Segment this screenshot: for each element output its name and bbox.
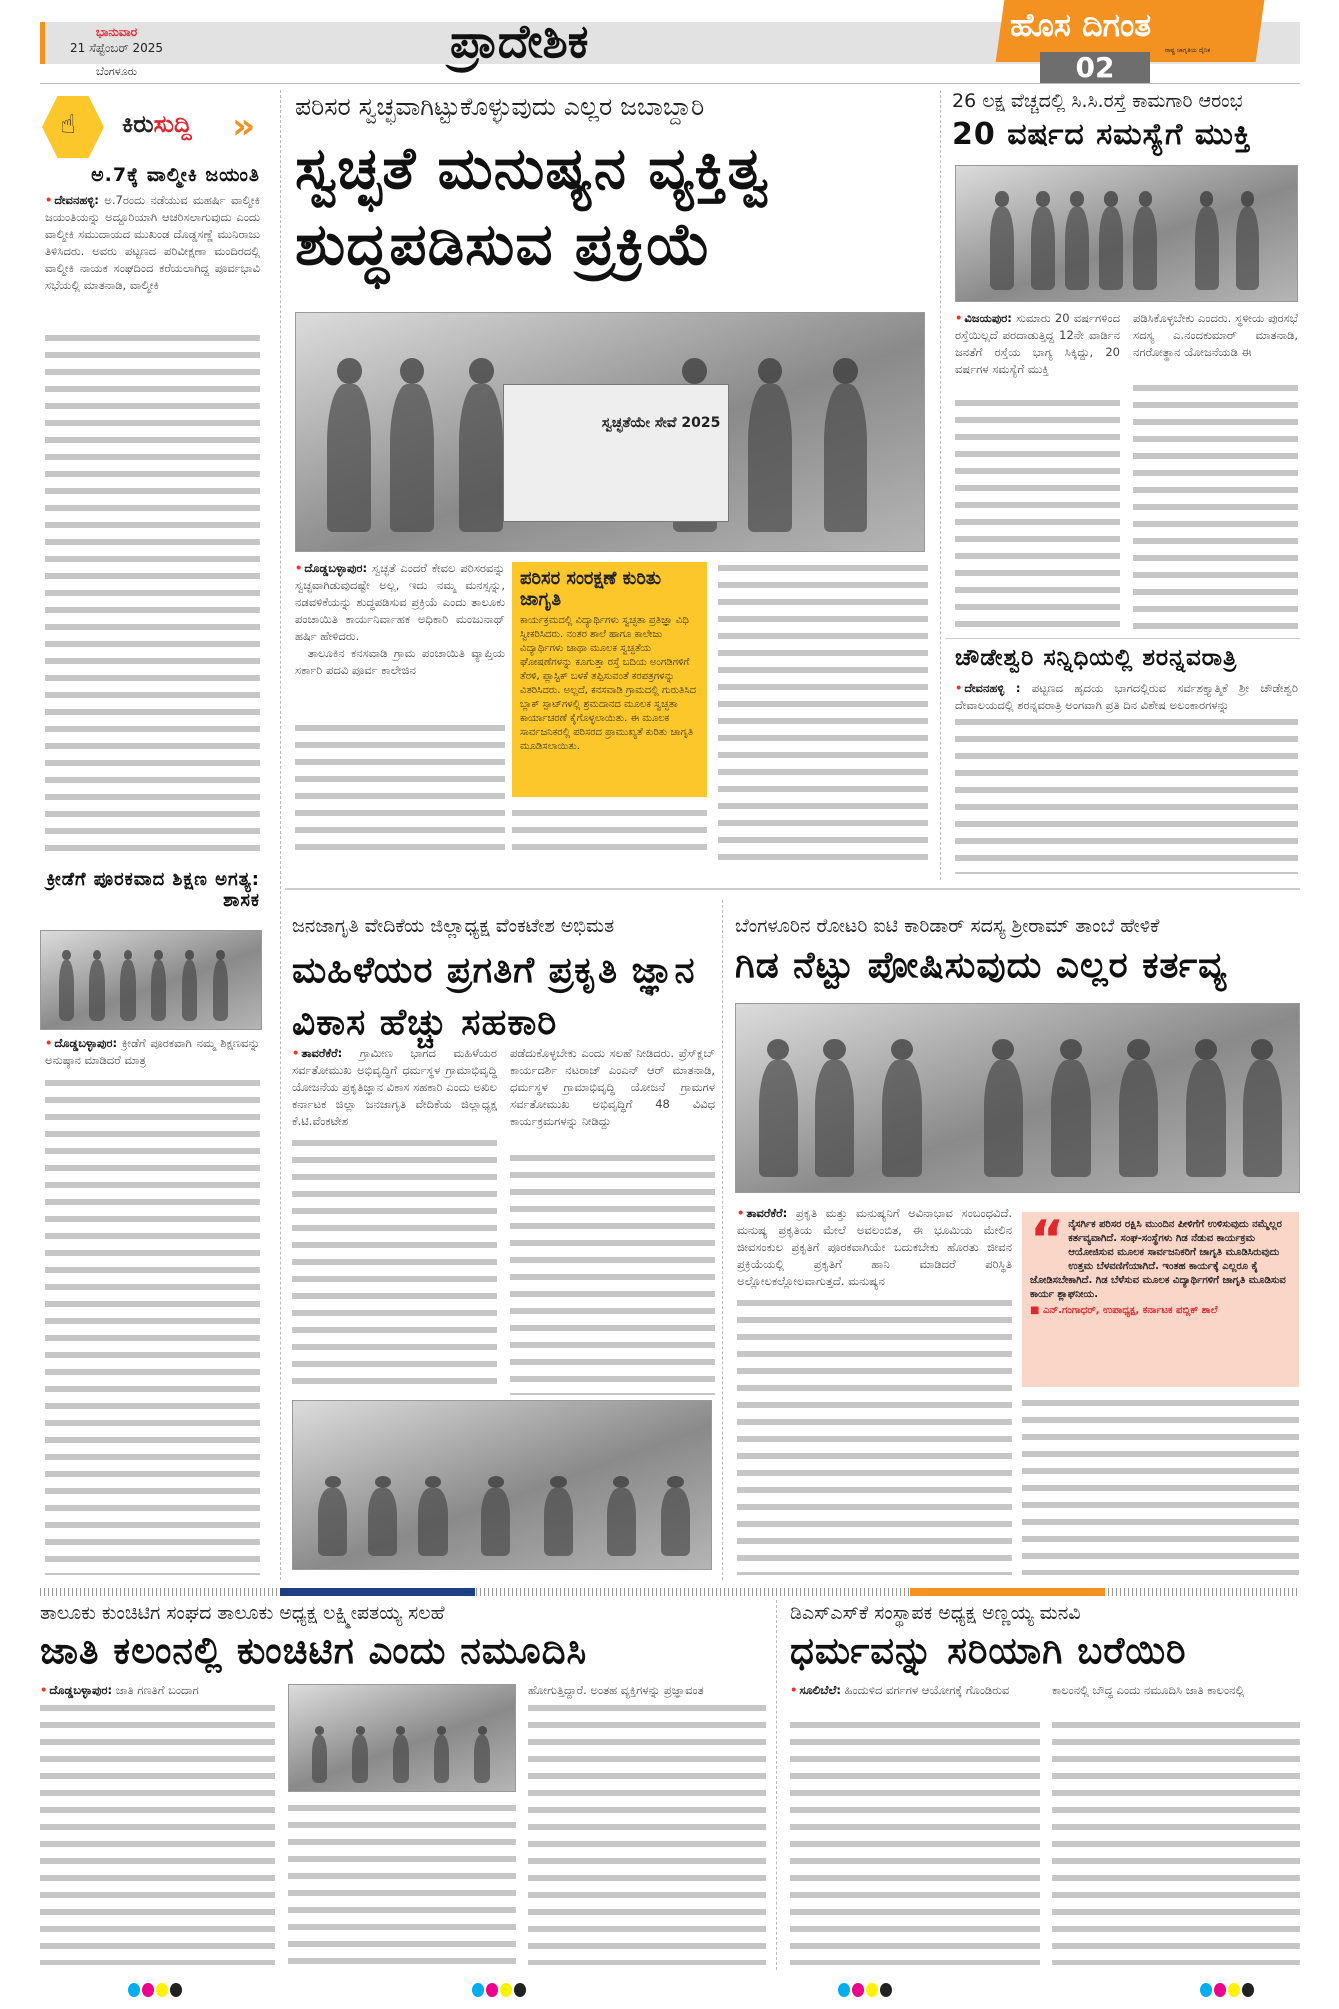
body-text <box>718 560 928 860</box>
quote-text: ನೈಸರ್ಗಿಕ ಪರಿಸರ ರಕ್ಷಿಸಿ ಮುಂದಿನ ಪೀಳಿಗೆಗೆ ಉಳಿಸುವುದು ನಮ್ಮೆಲ್ಲರ ಕರ್ತವ್ಯವಾಗಿದೆ. ಸಂಘ-ಸಂಸ್ಥೆಗಳು ಗಿಡ ನೆಡುವ ಕಾರ್ಯಕ್ರಮ ಆಯೋಜಿಸುವ ಮೂಲಕ ಸಾರ್ವಜನಿಕರಿಗೆ ಜಾಗೃತಿ ಮೂಡಿಸಿರುವುದು ಉತ್ತಮ ಬೆಳವಣಿಗೆಯಾಗಿದೆ. ಇಂತಹ ಕಾರ್ಯಕ್ಕೆ ಎಲ್ಲರೂ ಕೈ ಜೋಡಿಸಬೇಕಾಗಿದೆ. ಗಿಡ ಬೆಳೆಸುವ ಮೂಲಕ ವಿದ್ಯಾರ್ಥಿಗಳಿಗೆ ಜಾಗೃತಿ ಮೂಡಿಸುವ ಕಾರ್ಯ ಶ್ಲಾಘನೀಯ. <box>1030 1219 1286 1300</box>
quote-box <box>1022 1212 1299 1387</box>
orange-bar <box>910 1588 1105 1596</box>
body-text <box>737 1295 1012 1575</box>
body-text <box>45 1075 260 1575</box>
body-text <box>45 330 260 855</box>
header-rule <box>40 83 1300 84</box>
body-text <box>295 720 505 860</box>
registration-marks <box>128 1983 182 1997</box>
dateline: • ದೊಡ್ಡಬಳ್ಳಾಪುರ: <box>295 561 367 575</box>
sports-body <box>45 1035 260 1069</box>
caste-headline: ಜಾತಿ ಕಲಂನಲ್ಲಿ ಕುಂಚಿಟಿಗ ಎಂದು ನಮೂದಿಸಿ <box>40 1629 588 1672</box>
dateline: • ದೊಡ್ಡಬಳ್ಳಾಪುರ: <box>40 1683 112 1697</box>
story-text: ಗ್ರಾಮೀಣ ಭಾಗದ ಮಹಿಳೆಯರ ಸರ್ವತೋಮುಖ ಅಭಿವೃದ್ಧಿಗೆ ಧರ್ಮಸ್ಥಳ ಗ್ರಾಮಾಭಿವೃದ್ಧಿ ಯೋಜನೆಯ ಪ್ರಕೃತಿಜ್ಞಾನ ವಿಕಾಸ ಸಹಕಾರಿ ಎಂದು ಅಖಿಲ ಕರ್ನಾಟಕ ಜಿಲ್ಲಾ ಜನಜಾಗೃತಿ ವೇದಿಕೆಯ ಜಿಲ್ಲಾಧ್ಯಕ್ಷ ಕೆ.ಟಿ.ವೆಂಕಟೇಶ <box>292 1046 497 1128</box>
trees-headline: ಗಿಡ ನೆಟ್ಟು ಪೋಷಿಸುವುದು ಎಲ್ಲರ ಕರ್ತವ್ಯ <box>735 945 1228 986</box>
trees-kicker: ಬೆಂಗಳೂರಿನ ರೋಟರಿ ಐಟಿ ಕಾರಿಡಾರ್ ಸದಸ್ಯ ಶ್ರೀರಾಮ್ ತಾಂಬೆ ಹೇಳಿಕೆ <box>735 915 1160 937</box>
sidebar-box <box>512 562 707 797</box>
dateline: • ದೇವನಹಳ್ಳಿ: <box>45 193 99 207</box>
story-text: ಸುಮಾರು 20 ವರ್ಷಗಳಿಂದ ರಸ್ತೆಯಿಲ್ಲದೆ ಪರದಾಡುತ್ತಿದ್ದ 12ನೇ ವಾರ್ಡಿನ ಜನತೆಗೆ ರಸ್ತೆಯ ಭಾಗ್ಯ ಸಿಕ್ಕಿದ್ದು, 20 ವರ್ಷಗಳ ಸಮಸ್ಯೆಗೆ ಮುಕ್ತಿ <box>955 311 1121 376</box>
story-rule <box>945 638 1300 639</box>
dateline: • ಸೂಲಿಬೆಲೆ: <box>790 1683 841 1697</box>
dateline: • ವಿಜಯಪುರ: <box>955 311 1012 325</box>
main-headline: ಸ್ವಚ್ಛತೆ ಮನುಷ್ಯನ ವ್ಯಕ್ತಿತ್ವ ಶುದ್ಧಪಡಿಸುವ ಪ್ರಕ್ರಿಯೆ <box>295 134 770 278</box>
main-body <box>295 560 505 679</box>
blue-bar <box>280 1588 475 1596</box>
story-text: ಅ.7ರಂದು ನಡೆಯುವ ಮಹರ್ಷಿ ವಾಲ್ಮೀಕಿ ಜಯಂತಿಯನ್ನು ಅದ್ದೂರಿಯಾಗಿ ಆಚರಿಸಲಾಗುವುದು ಎಂದು ವಾಲ್ಮೀಕಿ ಸಮುದಾಯದ ಮುಖಂಡ ದೊಡ್ಡಸಣ್ಣೆ ಮುನಿರಾಜು ತಿಳಿಸಿದರು. ಅವರು ಪಟ್ಟಣದ ಪರಿವೀಕ್ಷಣಾ ಮಂದಿರದಲ್ಲಿ ವಾಲ್ಮೀಕಿ ನಾಯಕ ಸಂಘದಿಂದ ಕರೆಯಲಾಗಿದ್ದ ಪೂರ್ವಭಾವಿ ಸಭೆಯಲ್ಲಿ ಮಾತನಾಡಿ, ವಾಲ್ಮೀಕಿ <box>45 193 260 292</box>
dateline: • ತಾವರೆಕೆರೆ: <box>292 1046 342 1060</box>
box-title: ಪರಿಸರ ಸಂರಕ್ಷಣೆ ಕುರಿತು ಜಾಗೃತಿ <box>520 568 662 610</box>
main-photo <box>295 312 925 552</box>
date-accent <box>40 22 45 64</box>
caste-photo <box>288 1684 516 1792</box>
column-divider <box>940 90 941 880</box>
box-text: ಕಾರ್ಯಕ್ರಮದಲ್ಲಿ ವಿದ್ಯಾರ್ಥಿಗಳು ಸ್ವಚ್ಛತಾ ಪ್ರತಿಜ್ಞಾ ವಿಧಿ ಸ್ವೀಕರಿಸಿದರು. ನಂತರ ಶಾಲೆ ಹಾಗೂ ಕಾಲೇಜು ವಿದ್ಯಾರ್ಥಿಗಳು ಜಾಥಾ ಮೂಲಕ ಸ್ವಚ್ಛತೆಯ ಘೋಷಣೆಗಳನ್ನು ಕೂಗುತ್ತಾ ರಸ್ತೆ ಬದಿಯ ಅಂಗಡಿಗಳಿಗೆ ತೆರಳಿ, ಪ್ಲಾಸ್ಟಿಕ್ ಬಳಕೆ ತಪ್ಪಿಸುವಂತೆ ಕರಪತ್ರಗಳನ್ನು ವಿತರಿಸಿದರು. ಅಲ್ಲದೆ, ಕನಸವಾಡಿ ಗ್ರಾಮದಲ್ಲಿ ಗುರುತಿಸಿದ ಬ್ಲಾಕ್ ಸ್ಪಾಟ್‌ಗಳಲ್ಲಿ ಶ್ರಮದಾನದ ಮೂಲಕ ಸ್ವಚ್ಛತಾ ಕಾರ್ಯಾಚರಣೆ ಕೈಗೊಳ್ಳಲಾಯಿತು. ಈ ಮೂಲಕ ಸಾರ್ವಜನಿಕರಲ್ಲಿ ಪರಿಸರದ ಪ್ರಾಮುಖ್ಯತೆ ಕುರಿತು ಜಾಗೃತಿ ಮೂಡಿಸಲಾಯಿತು. <box>520 615 697 752</box>
badge-label-accent: ಸುದ್ದಿ <box>153 110 192 138</box>
logo-text: ಹೊಸ ದಿಗಂತ <box>1010 6 1152 44</box>
body-text <box>292 1135 497 1395</box>
city: ಬೆಂಗಳೂರು <box>95 65 138 78</box>
page-number: 02 <box>1040 52 1150 84</box>
date-block <box>70 24 163 80</box>
road-body-col2: ಪಡಿಸಿಕೊಳ್ಳಬೇಕು ಎಂದರು. ಸ್ಥಳೀಯ ಪುರಸಭೆ ಸದಸ್ಯ ಎ.ನಂದಕುಮಾರ್ ಮಾತನಾಡಿ, ನಗರೋತ್ಥಾನ ಯೋಜನೆಯಡಿ ಈ <box>1133 311 1298 359</box>
quote-author: ■ ಎನ್.ಗಂಗಾಧರ್, ಉಪಾಧ್ಯಕ್ಷ, ಕರ್ನಾಟಕ ಪಬ್ಲಿಕ್ ಶಾಲೆ <box>1030 1305 1218 1316</box>
body-text <box>1022 1395 1299 1575</box>
striped-rule <box>40 1588 1300 1596</box>
women-body <box>292 1045 497 1130</box>
column-divider <box>280 90 281 1580</box>
dateline: • ದೊಡ್ಡಬಳ್ಳಾಪುರ: <box>45 1036 117 1050</box>
story-text: ಪಟ್ಟಣದ ಹೃದಯ ಭಾಗದಲ್ಲಿರುವ ಸರ್ವಶಕ್ತ್ಯಾತ್ಮಿಕೆ ಶ್ರೀ ಚೌಡೇಶ್ವರಿ ದೇವಾಲಯದಲ್ಲಿ ಶರನ್ನವರಾತ್ರಿ ಅಂಗವಾಗಿ ಪ್ರತಿ ದಿನ ವಿಶೇಷ ಅಲಂಕಾರಗಳನ್ನು <box>955 681 1299 712</box>
kirusuddi-badge <box>42 96 257 158</box>
body-text <box>955 714 1298 874</box>
road-photo <box>955 165 1298 302</box>
religion-body <box>790 1682 1040 1699</box>
valmiki-title: ಅ.7ಕ್ಕೆ ವಾಲ್ಮೀಕಿ ಜಯಂತಿ <box>91 164 260 186</box>
religion-headline: ಧರ್ಮವನ್ನು ಸರಿಯಾಗಿ ಬರೆಯಿರಿ <box>790 1629 1187 1672</box>
sports-photo <box>40 930 262 1030</box>
registration-marks <box>838 1983 892 1997</box>
column-divider <box>776 1600 777 1970</box>
banner-text: ಸ್ವಚ್ಛತೆಯೇ ಸೇವೆ 2025 <box>503 384 729 522</box>
women-kicker: ಜನಜಾಗೃತಿ ವೇದಿಕೆಯ ಜಿಲ್ಲಾಧ್ಯಕ್ಷ ವೆಂಕಟೇಶ ಅಭಿಮತ <box>292 915 615 937</box>
dateline: • ತಾವರೆಕೆರೆ: <box>737 1206 787 1220</box>
trees-photo <box>735 1003 1300 1193</box>
caste-kicker: ತಾಲೂಕು ಕುಂಚಿಟಿಗ ಸಂಘದ ತಾಲೂಕು ಅಧ್ಯಕ್ಷ ಲಕ್ಷ್ಮೀಪತಯ್ಯ ಸಲಹೆ <box>40 1602 445 1624</box>
story-text: ಕ್ರೀಡೆಗೆ ಪೂರಕವಾಗಿ ನಮ್ಮ ಶಿಕ್ಷಣವನ್ನು ಅನುಷ್ಠಾನ ಮಾಡಿದರೆ ಮಾತ್ರ <box>45 1036 261 1067</box>
body-text <box>288 1800 516 1965</box>
body-text <box>40 1700 275 1965</box>
body-text <box>512 805 707 860</box>
religion-body-col2: ಕಾಲಂನಲ್ಲಿ ಬೌದ್ಧ ಎಂದು ನಮೂದಿಸಿ ಜಾತಿ ಕಾಲಂನಲ್ಲಿ <box>1052 1683 1245 1697</box>
body-text <box>528 1700 766 1965</box>
navaratri-body <box>955 680 1298 714</box>
religion-kicker: ಡಿಎಸ್‌ಎಸ್‌ಕೆ ಸಂಸ್ಥಾಪಕ ಅಧ್ಯಕ್ಷ ಅಣ್ಣಯ್ಯ ಮನವಿ <box>790 1602 1081 1624</box>
section-rule <box>285 888 1300 890</box>
body-text <box>1133 380 1298 630</box>
logo-tagline: ರಾಷ್ಟ್ರ ಜಾಗೃತಿಯ ದೈನಿಕ <box>1165 47 1211 54</box>
story-text: ಸ್ವಚ್ಛತೆ ಎಂದರೆ ಕೇವಲ ಪರಿಸರವನ್ನು ಸ್ವಚ್ಛವಾಗಿಡುವುದಷ್ಟೇ ಅಲ್ಲ, ಇದು ನಮ್ಮ ಮನಸ್ಸನ್ನು, ನಡವಳಿಕೆಯನ್ನು ಶುದ್ಧಪಡಿಸುವ ಪ್ರಕ್ರಿಯೆ ಎಂದು ತಾಲೂಕು ಪಂಚಾಯಿತಿ ಕಾರ್ಯನಿರ್ವಾಹಕ ಅಧಿಕಾರಿ ಮಂಜುನಾಥ್ ಹರ್ಷಿ ಹೇಳಿದರು. <box>295 561 505 643</box>
caste-body <box>40 1682 275 1699</box>
trees-body <box>737 1205 1012 1290</box>
chevron-icon: » <box>232 106 256 147</box>
dateline: • ದೇವನಹಳ್ಳಿ : <box>955 681 1021 695</box>
body-text <box>510 1150 715 1395</box>
quote-icon: “ <box>1030 1210 1065 1270</box>
women-body-col2: ಪಡೆದುಕೊಳ್ಳಬೇಕು ಎಂದು ಸಲಹೆ ನೀಡಿದರು. ಪ್ರೆಸ್‌ಕ್ಲಬ್ ಕಾರ್ಯದರ್ಶಿ ನಟರಾಜ್ ಎಂಎನ್ ಆರ್ ಮಾತನಾಡಿ, ಧರ್ಮಸ್ಥಳ ಗ್ರಾಮಾಭಿವೃದ್ಧಿ ಯೋಜನೆ ಗ್ರಾಮಗಳ ಸರ್ವತೋಮುಖ ಅಭಿವೃದ್ಧಿಗೆ 48 ವಿವಿಧ ಕಾರ್ಯಕ್ರಮಗಳನ್ನು ನೀಡಿದ್ದು <box>510 1046 715 1128</box>
body-text <box>790 1717 1040 1965</box>
body-text <box>955 395 1120 630</box>
main-kicker: ಪರಿಸರ ಸ್ವಚ್ಛವಾಗಿಟ್ಟುಕೊಳ್ಳುವುದು ಎಲ್ಲರ ಜಬಾಬ್ದಾರಿ <box>295 92 705 121</box>
women-headline: ಮಹಿಳೆಯರ ಪ್ರಗತಿಗೆ ಪ್ರಕೃತಿ ಜ್ಞಾನ ವಿಕಾಸ ಹೆಚ್ಚು ಸಹಕಾರಿ <box>292 950 696 1043</box>
road-headline: 20 ವರ್ಷದ ಸಮಸ್ಯೆಗೆ ಮುಕ್ತಿ <box>952 117 1252 152</box>
valmiki-body <box>45 192 260 294</box>
date: 21 ಸೆಪ್ಟೆಂಬರ್ 2025 <box>70 41 164 55</box>
section-title: ಪ್ರಾದೇಶಿಕ <box>450 14 589 68</box>
caste-body-col3: ಹೋಗುತ್ತಿದ್ದಾರೆ. ಅಂತಹ ವ್ಯಕ್ತಿಗಳನ್ನು ಪ್ರಜ್ಞಾವಂತ <box>528 1683 704 1697</box>
navaratri-headline: ಚೌಡೇಶ್ವರಿ ಸನ್ನಿಧಿಯಲ್ಲಿ ಶರನ್ನವರಾತ್ರಿ <box>955 645 1238 671</box>
road-kicker: 26 ಲಕ್ಷ ವೆಚ್ಚದಲ್ಲಿ ಸಿ.ಸಿ.ರಸ್ತೆ ಕಾಮಗಾರಿ ಆರಂಭ <box>952 90 1243 112</box>
registration-marks <box>1200 1983 1254 1997</box>
women-photo <box>292 1400 712 1570</box>
road-body <box>955 310 1120 378</box>
badge-label: ಕಿರು <box>122 110 154 138</box>
body-text <box>1052 1717 1300 1965</box>
story-text: ಹಿಂದುಳಿದ ವರ್ಗಗಳ ಆಯೋಗಕ್ಕೆ ಗೊಂಡಿರುವ <box>844 1683 1010 1697</box>
hand-icon: ☝ <box>60 110 76 140</box>
day: ಭಾನುವಾರ <box>95 25 138 39</box>
story-text: ತಾಲೂಕಿನ ಕನಸವಾಡಿ ಗ್ರಾಮ ಪಂಚಾಯಿತಿ ವ್ಯಾಪ್ತಿಯ ಸರ್ಕಾರಿ ಪದವಿ ಪೂರ್ವ ಕಾಲೇಜಿನ <box>295 646 505 677</box>
story-text: ಪ್ರಕೃತಿ ಮತ್ತು ಮನುಷ್ಯನಿಗೆ ಅವಿನಾಭಾವ ಸಂಬಂಧವಿದೆ. ಮನುಷ್ಯ ಪ್ರಕೃತಿಯ ಮೇಲೆ ಅವಲಂಬಿತ, ಈ ಭೂಮಿಯ ಮೇಲಿನ ಜೀವಸಂಕುಲ ಪ್ರಕೃತಿಗೆ ಪೂರಕವಾಗಿಯೇ ಬದುಕಬೇಕು ಹೊರತು ಜೀವನ ಪ್ರಕ್ರಿಯೆಯಲ್ಲಿ ಪ್ರಕೃತಿಗೆ ಹಾನಿ ಮಾಡಿದರೆ ಪರಿಸ್ಥಿತಿ ಅಲ್ಲೋಲಕಲ್ಲೋಲವಾಗುತ್ತದೆ. ಮನುಷ್ಯನ <box>737 1206 1012 1288</box>
quote-author-text: ಎನ್.ಗಂಗಾಧರ್, ಉಪಾಧ್ಯಕ್ಷ, ಕರ್ನಾಟಕ ಪಬ್ಲಿಕ್ ಶಾಲೆ <box>1042 1305 1218 1316</box>
column-divider <box>722 900 723 1580</box>
sports-title: ಕ್ರೀಡೆಗೆ ಪೂರಕವಾದ ಶಿಕ್ಷಣ ಅಗತ್ಯ: ಶಾಸಕ <box>46 869 260 911</box>
story-text: ಜಾತಿ ಗಣತಿಗೆ ಬಂದಾಗ <box>115 1683 199 1697</box>
registration-marks <box>472 1983 526 1997</box>
